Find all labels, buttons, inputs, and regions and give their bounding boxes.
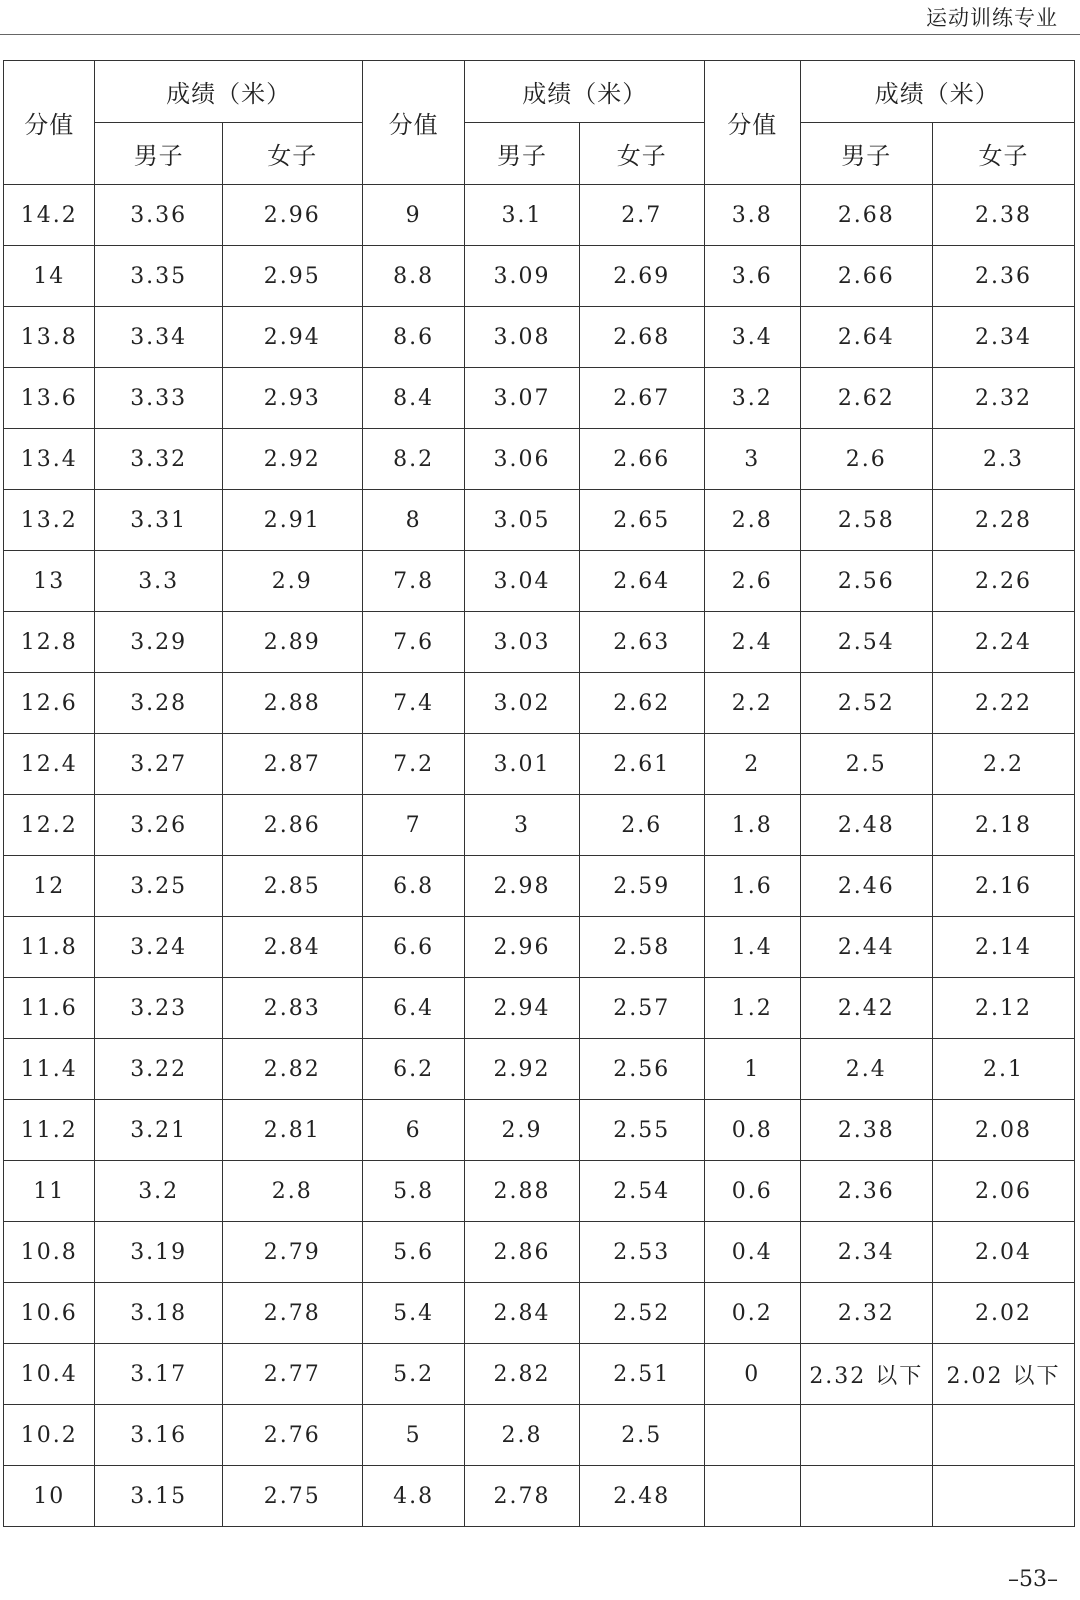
table-row: [4, 307, 1075, 368]
table-cell: 2.85: [222, 856, 362, 917]
result-column-header: 成绩（米）: [465, 61, 704, 123]
table-cell: 2.75: [222, 1466, 362, 1527]
table-cell: 3.19: [95, 1222, 222, 1283]
table-cell: 1.8: [704, 795, 800, 856]
table-cell: 3.04: [465, 551, 579, 612]
table-cell: 3.33: [95, 368, 222, 429]
table-cell: 3: [704, 429, 800, 490]
table-cell: 1: [704, 1039, 800, 1100]
table-cell: 2.2: [704, 673, 800, 734]
table-cell: 0.6: [704, 1161, 800, 1222]
male-column-header: 男子: [465, 123, 579, 185]
table-cell: 2.78: [465, 1466, 579, 1527]
table-cell: 5: [362, 1405, 465, 1466]
table-cell: 2.36: [800, 1161, 933, 1222]
table-row: [4, 1283, 1075, 1344]
table-cell: 2.89: [222, 612, 362, 673]
table-cell: 2.88: [465, 1161, 579, 1222]
table-cell: 2.34: [933, 307, 1075, 368]
table-cell: 3.21: [95, 1100, 222, 1161]
table-cell: 2.91: [222, 490, 362, 551]
table-cell: 6.2: [362, 1039, 465, 1100]
table-cell: 11.8: [4, 917, 95, 978]
table-cell: 2.57: [579, 978, 704, 1039]
table-cell: 3.03: [465, 612, 579, 673]
table-cell: 7.6: [362, 612, 465, 673]
table-cell: 2.96: [465, 917, 579, 978]
male-column-header: 男子: [95, 123, 222, 185]
female-column-header: 女子: [933, 123, 1075, 185]
table-cell: 3.07: [465, 368, 579, 429]
table-row: [4, 795, 1075, 856]
table-cell: 7.4: [362, 673, 465, 734]
male-column-header: 男子: [800, 123, 933, 185]
table-cell: 3.36: [95, 185, 222, 246]
table-cell: 13: [4, 551, 95, 612]
table-cell: 2.2: [933, 734, 1075, 795]
result-column-header: 成绩（米）: [95, 61, 362, 123]
table-cell: 9: [362, 185, 465, 246]
table-cell: 2.56: [800, 551, 933, 612]
table-cell: 8: [362, 490, 465, 551]
score-column-header: 分值: [362, 61, 465, 185]
table-cell: 13.4: [4, 429, 95, 490]
table-cell: 10.8: [4, 1222, 95, 1283]
table-cell: 2.02: [933, 1283, 1075, 1344]
table-cell: [800, 1405, 933, 1466]
table-cell: 2.83: [222, 978, 362, 1039]
table-cell: 2.5: [579, 1405, 704, 1466]
table-cell: 13.6: [4, 368, 95, 429]
table-cell: 3.4: [704, 307, 800, 368]
table-cell: 7.2: [362, 734, 465, 795]
table-cell: 2.08: [933, 1100, 1075, 1161]
table-cell: 8.6: [362, 307, 465, 368]
table-subheader-row: [4, 123, 1075, 185]
table-cell: 0.8: [704, 1100, 800, 1161]
table-cell: 2.22: [933, 673, 1075, 734]
table-cell: 2.54: [800, 612, 933, 673]
table-cell: 2.98: [465, 856, 579, 917]
table-cell: 6.4: [362, 978, 465, 1039]
table-row: [4, 1344, 1075, 1405]
table-cell: 3.8: [704, 185, 800, 246]
table-cell: 3.29: [95, 612, 222, 673]
document-header-title: 运动训练专业: [926, 6, 1058, 30]
table-cell: 2.48: [800, 795, 933, 856]
table-cell: 2.76: [222, 1405, 362, 1466]
table-row: [4, 429, 1075, 490]
table-cell: 2.8: [222, 1161, 362, 1222]
table-cell: 3.35: [95, 246, 222, 307]
table-row: [4, 1100, 1075, 1161]
table-cell: 3.18: [95, 1283, 222, 1344]
table-cell: 2.7: [579, 185, 704, 246]
table-cell: 5.2: [362, 1344, 465, 1405]
table-row: [4, 1405, 1075, 1466]
table-cell: 2.6: [800, 429, 933, 490]
table-cell: 2: [704, 734, 800, 795]
table-cell: 2.16: [933, 856, 1075, 917]
table-cell: 3.2: [95, 1161, 222, 1222]
table-cell: 3.34: [95, 307, 222, 368]
table-cell: 2.51: [579, 1344, 704, 1405]
table-cell: 4.8: [362, 1466, 465, 1527]
table-cell: 2.61: [579, 734, 704, 795]
table-cell: 3: [465, 795, 579, 856]
table-cell: 7.8: [362, 551, 465, 612]
table-cell: 2.24: [933, 612, 1075, 673]
table-cell: 2.93: [222, 368, 362, 429]
table-cell: 3.24: [95, 917, 222, 978]
table-cell: 14.2: [4, 185, 95, 246]
table-cell: 2.96: [222, 185, 362, 246]
table-cell: 13.8: [4, 307, 95, 368]
table-cell: 2.56: [579, 1039, 704, 1100]
table-cell: 2.78: [222, 1283, 362, 1344]
table-cell: 11: [4, 1161, 95, 1222]
table-cell: 0.4: [704, 1222, 800, 1283]
table-cell: 11.6: [4, 978, 95, 1039]
table-cell: 3.08: [465, 307, 579, 368]
table-cell: 2.32: [800, 1283, 933, 1344]
table-cell: 2.1: [933, 1039, 1075, 1100]
table-cell: [933, 1466, 1075, 1527]
table-cell: 12.6: [4, 673, 95, 734]
table-cell: 2.18: [933, 795, 1075, 856]
table-cell: 2.5: [800, 734, 933, 795]
table-cell: 2.14: [933, 917, 1075, 978]
table-cell: 2.54: [579, 1161, 704, 1222]
table-cell: 14: [4, 246, 95, 307]
page-number: –53–: [1008, 1567, 1058, 1592]
table-cell: 8.8: [362, 246, 465, 307]
table-cell: [704, 1466, 800, 1527]
table-cell: 2.68: [579, 307, 704, 368]
table-row: [4, 551, 1075, 612]
table-cell: 2.79: [222, 1222, 362, 1283]
table-cell: 3.16: [95, 1405, 222, 1466]
female-column-header: 女子: [579, 123, 704, 185]
table-cell: 10: [4, 1466, 95, 1527]
table-cell: 3.31: [95, 490, 222, 551]
table-cell: 2.36: [933, 246, 1075, 307]
table-cell: 3.2: [704, 368, 800, 429]
table-cell: 2.44: [800, 917, 933, 978]
score-column-header: 分值: [704, 61, 800, 185]
table-cell: 2.53: [579, 1222, 704, 1283]
table-row: [4, 185, 1075, 246]
table-cell: 2.4: [704, 612, 800, 673]
table-cell: 2.88: [222, 673, 362, 734]
table-cell: 2.92: [222, 429, 362, 490]
table-cell: 2.38: [800, 1100, 933, 1161]
table-cell: 0: [704, 1344, 800, 1405]
table-cell: 13.2: [4, 490, 95, 551]
table-cell: 7: [362, 795, 465, 856]
table-cell: 2.64: [579, 551, 704, 612]
table-cell: 3.26: [95, 795, 222, 856]
table-row: [4, 246, 1075, 307]
table-cell: 3.32: [95, 429, 222, 490]
table-cell: 2.52: [579, 1283, 704, 1344]
score-column-header: 分值: [4, 61, 95, 185]
table-cell: 2.3: [933, 429, 1075, 490]
table-cell: 2.59: [579, 856, 704, 917]
table-cell: 2.86: [222, 795, 362, 856]
score-table-body: [4, 185, 1075, 1527]
table-cell: 3.22: [95, 1039, 222, 1100]
table-cell: 2.65: [579, 490, 704, 551]
table-row: [4, 978, 1075, 1039]
table-cell: 10.6: [4, 1283, 95, 1344]
table-row: [4, 917, 1075, 978]
table-cell: 8.4: [362, 368, 465, 429]
table-cell: 0.2: [704, 1283, 800, 1344]
table-cell: 3.01: [465, 734, 579, 795]
table-cell: 12.8: [4, 612, 95, 673]
table-row: [4, 1161, 1075, 1222]
table-cell: 3.27: [95, 734, 222, 795]
table-cell: 8.2: [362, 429, 465, 490]
table-cell: 2.8: [704, 490, 800, 551]
table-cell: 1.6: [704, 856, 800, 917]
table-row: [4, 612, 1075, 673]
score-table: [3, 60, 1075, 1527]
table-cell: 6.8: [362, 856, 465, 917]
table-cell: 2.64: [800, 307, 933, 368]
table-cell: 3.06: [465, 429, 579, 490]
table-cell: [704, 1405, 800, 1466]
table-cell: 2.34: [800, 1222, 933, 1283]
table-cell: 3.3: [95, 551, 222, 612]
table-cell: 2.82: [222, 1039, 362, 1100]
table-cell: 2.02 以下: [933, 1344, 1075, 1405]
table-row: [4, 490, 1075, 551]
table-row: [4, 1039, 1075, 1100]
table-cell: 2.62: [800, 368, 933, 429]
female-column-header: 女子: [222, 123, 362, 185]
result-column-header: 成绩（米）: [800, 61, 1074, 123]
table-cell: 6: [362, 1100, 465, 1161]
table-cell: 2.67: [579, 368, 704, 429]
table-cell: 3.28: [95, 673, 222, 734]
table-cell: 2.32 以下: [800, 1344, 933, 1405]
table-cell: 11.4: [4, 1039, 95, 1100]
table-cell: 3.05: [465, 490, 579, 551]
table-cell: 2.82: [465, 1344, 579, 1405]
table-cell: 2.8: [465, 1405, 579, 1466]
table-cell: 2.9: [222, 551, 362, 612]
table-cell: 2.86: [465, 1222, 579, 1283]
table-cell: 2.84: [465, 1283, 579, 1344]
table-cell: 12.2: [4, 795, 95, 856]
table-cell: 2.58: [800, 490, 933, 551]
table-cell: 2.55: [579, 1100, 704, 1161]
table-cell: 5.4: [362, 1283, 465, 1344]
table-cell: 2.9: [465, 1100, 579, 1161]
table-cell: 3.15: [95, 1466, 222, 1527]
table-cell: 2.68: [800, 185, 933, 246]
table-cell: 2.26: [933, 551, 1075, 612]
table-cell: 2.69: [579, 246, 704, 307]
table-row: [4, 734, 1075, 795]
table-cell: 1.2: [704, 978, 800, 1039]
table-cell: 2.46: [800, 856, 933, 917]
header-divider: [0, 34, 1080, 35]
table-cell: 2.58: [579, 917, 704, 978]
table-row: [4, 1222, 1075, 1283]
table-row: [4, 673, 1075, 734]
table-cell: 5.6: [362, 1222, 465, 1283]
table-cell: 2.84: [222, 917, 362, 978]
table-cell: 2.66: [800, 246, 933, 307]
table-header-row: [4, 61, 1075, 123]
table-cell: 2.48: [579, 1466, 704, 1527]
table-cell: 12.4: [4, 734, 95, 795]
table-cell: 2.12: [933, 978, 1075, 1039]
table-row: [4, 368, 1075, 429]
table-row: [4, 1466, 1075, 1527]
table-cell: 10.4: [4, 1344, 95, 1405]
table-cell: 2.04: [933, 1222, 1075, 1283]
table-cell: 2.52: [800, 673, 933, 734]
table-cell: [933, 1405, 1075, 1466]
table-cell: 2.94: [465, 978, 579, 1039]
table-cell: 2.4: [800, 1039, 933, 1100]
table-cell: 2.81: [222, 1100, 362, 1161]
table-cell: 3.1: [465, 185, 579, 246]
table-cell: 2.06: [933, 1161, 1075, 1222]
table-cell: 3.23: [95, 978, 222, 1039]
table-cell: 3.02: [465, 673, 579, 734]
table-cell: 5.8: [362, 1161, 465, 1222]
table-cell: 10.2: [4, 1405, 95, 1466]
table-cell: 2.28: [933, 490, 1075, 551]
table-cell: 2.95: [222, 246, 362, 307]
table-cell: 2.6: [579, 795, 704, 856]
table-cell: 3.17: [95, 1344, 222, 1405]
table-cell: [800, 1466, 933, 1527]
table-cell: 1.4: [704, 917, 800, 978]
table-cell: 2.62: [579, 673, 704, 734]
table-cell: 2.6: [704, 551, 800, 612]
table-row: [4, 856, 1075, 917]
table-cell: 12: [4, 856, 95, 917]
table-cell: 2.63: [579, 612, 704, 673]
table-cell: 2.94: [222, 307, 362, 368]
table-cell: 6.6: [362, 917, 465, 978]
table-cell: 3.09: [465, 246, 579, 307]
table-cell: 2.38: [933, 185, 1075, 246]
table-cell: 2.66: [579, 429, 704, 490]
table-cell: 2.32: [933, 368, 1075, 429]
table-cell: 11.2: [4, 1100, 95, 1161]
table-cell: 2.87: [222, 734, 362, 795]
table-cell: 3.25: [95, 856, 222, 917]
table-cell: 2.92: [465, 1039, 579, 1100]
table-cell: 2.77: [222, 1344, 362, 1405]
table-cell: 3.6: [704, 246, 800, 307]
table-cell: 2.42: [800, 978, 933, 1039]
